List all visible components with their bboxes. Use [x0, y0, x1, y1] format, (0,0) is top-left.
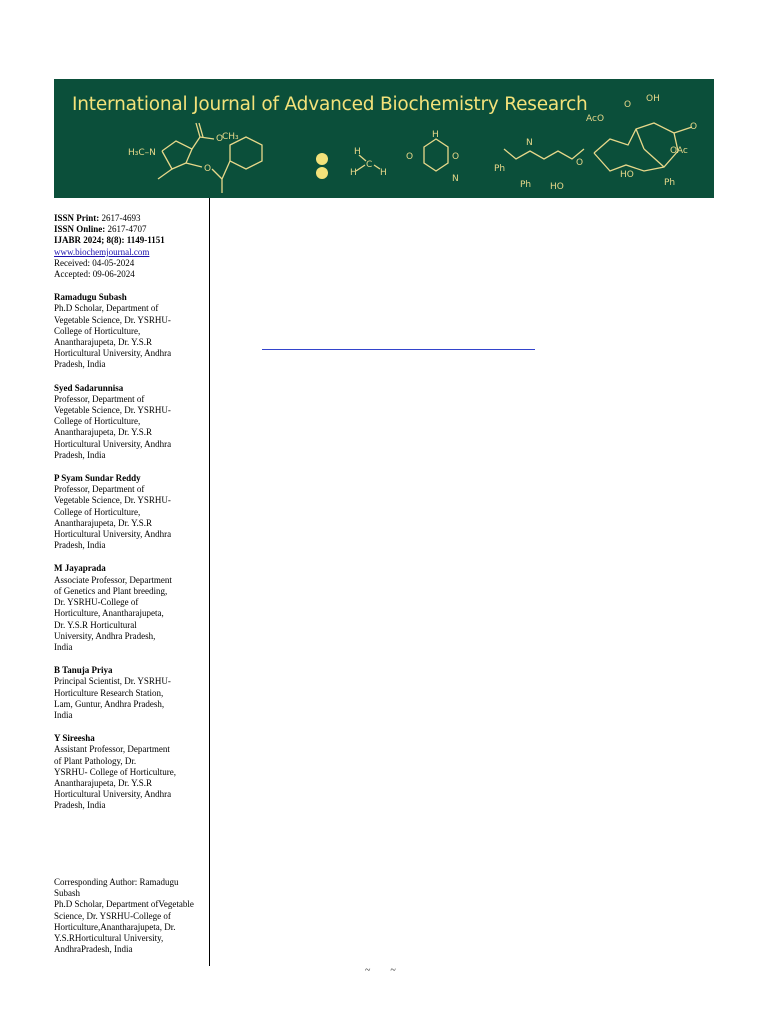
molecule-illustrations	[54, 79, 714, 198]
author-affiliation-line: Horticultural University, Andhra	[54, 789, 172, 800]
svg-text:Ph: Ph	[494, 164, 506, 174]
author-block	[54, 473, 204, 551]
author-affiliation-line: Horticulture, Anantharajupeta,	[54, 608, 164, 619]
author-affiliation-line: of Genetics and Plant breeding,	[54, 585, 168, 596]
corresponding-affiliation-line: Ph.D Scholar, Department of	[54, 899, 159, 910]
corresponding-author-name: Ramadugu Subash	[54, 877, 179, 899]
author-affiliation-line: Lam, Guntur, Andhra Pradesh,	[54, 698, 165, 709]
author-list	[54, 292, 204, 811]
svg-text:Ph: Ph	[520, 180, 532, 190]
author-affiliation-line: India	[54, 641, 73, 652]
journal-website-link[interactable]: www.biochemjournal.com	[54, 246, 150, 257]
svg-text:HO: HO	[550, 182, 564, 192]
corresponding-affiliation-line: College of Horticulture,	[54, 910, 171, 932]
issn-online-row	[54, 224, 204, 235]
corresponding-affiliation-line: Horticultural University, Andhra	[54, 933, 164, 955]
author-affiliation-line: Anantharajupeta, Dr. Y.S.R	[54, 517, 152, 528]
tropane-molecule-icon	[128, 123, 262, 193]
author-affiliation-line: Professor, Department of	[54, 484, 145, 495]
author-affiliation-line: Horticultural University, Andhra	[54, 438, 172, 449]
author-affiliation-line: Dr. YSRHU-College of	[54, 597, 139, 608]
author-name: Y Sireesha	[54, 733, 95, 744]
author-block	[54, 383, 204, 461]
author-affiliation-line: Anantharajupeta, Dr. Y.S.R	[54, 427, 152, 438]
corresponding-affiliation-line: Vegetable Science, Dr. YSRHU-	[54, 899, 194, 921]
journal-title: International Journal of Advanced Biochemistry Research	[72, 94, 588, 115]
uracil-icon	[406, 130, 459, 184]
author-affiliation-line: College of Horticulture,	[54, 416, 141, 427]
svg-text:O: O	[690, 122, 698, 132]
methane-icon	[350, 147, 387, 178]
author-affiliation-line: of Plant Pathology, Dr.	[54, 755, 137, 766]
author-affiliation-line: Pradesh, India	[54, 359, 106, 370]
svg-text:OAc: OAc	[670, 146, 688, 156]
issn-print-row	[54, 213, 204, 224]
author-affiliation-line: Vegetable Science, Dr. YSRHU-	[54, 314, 171, 325]
author-affiliation-line: Associate Professor, Department	[54, 574, 172, 585]
svg-text:HO: HO	[620, 170, 634, 180]
author-block	[54, 292, 204, 370]
author-block	[54, 563, 204, 653]
svg-text:N: N	[452, 174, 459, 184]
issn-print-label: ISSN Print:	[54, 213, 100, 223]
accepted-date: Accepted: 09-06-2024	[54, 269, 135, 280]
corresponding-affiliation-line: Anantharajupeta, Dr. Y.S.R	[54, 921, 176, 944]
author-name: P Syam Sundar Reddy	[54, 473, 141, 484]
issn-online-value: 2617-4707	[107, 224, 147, 235]
author-affiliation-line: Horticultural University, Andhra	[54, 529, 172, 540]
author-affiliation-line: Assistant Professor, Department	[54, 744, 170, 755]
corresponding-author-affiliation	[54, 899, 204, 955]
svg-text:O: O	[204, 164, 212, 174]
author-affiliation-line: Horticulture Research Station,	[54, 687, 164, 698]
svg-text:H: H	[350, 168, 357, 178]
author-affiliation-line: Pradesh, India	[54, 800, 106, 811]
hyperlink-underline[interactable]	[262, 349, 535, 350]
author-affiliation-line: College of Horticulture,	[54, 506, 141, 517]
svg-text:O: O	[216, 134, 224, 144]
author-affiliation-line: Professor, Department of	[54, 393, 145, 404]
journal-banner	[54, 79, 714, 198]
issn-print-value: 2617-4693	[101, 213, 141, 223]
author-affiliation-line: University, Andhra Pradesh,	[54, 630, 156, 641]
received-date: Received: 04-05-2024	[54, 257, 135, 268]
author-affiliation-line: Vegetable Science, Dr. YSRHU-	[54, 405, 171, 416]
author-affiliation-line: Ph.D Scholar, Department of	[54, 303, 159, 314]
author-affiliation-line: India	[54, 709, 73, 720]
svg-text:O: O	[406, 152, 414, 162]
author-affiliation-line: Pradesh, India	[54, 449, 106, 460]
ijabr-citation: IJABR 2024; 8(8): 1149-1151	[54, 235, 165, 246]
author-affiliation-line: Pradesh, India	[54, 540, 106, 551]
author-affiliation-line: Dr. Y.S.R Horticultural	[54, 619, 137, 630]
author-name: Ramadugu Subash	[54, 292, 127, 303]
author-name: M Jayaprada	[54, 563, 106, 574]
svg-text:N: N	[526, 138, 533, 148]
author-affiliation-line: YSRHU- College of Horticulture,	[54, 766, 176, 777]
orbital-icon	[316, 153, 328, 179]
svg-text:CH₃: CH₃	[222, 132, 239, 142]
author-affiliation-line: Vegetable Science, Dr. YSRHU-	[54, 495, 171, 506]
author-affiliation-line: College of Horticulture,	[54, 325, 141, 336]
svg-text:O: O	[576, 158, 584, 168]
author-affiliation-line: Principal Scientist, Dr. YSRHU-	[54, 676, 171, 687]
author-affiliation-line: Anantharajupeta, Dr. Y.S.R	[54, 777, 152, 788]
svg-text:Ph: Ph	[664, 178, 676, 188]
corresponding-affiliation-line: Pradesh, India	[81, 944, 133, 955]
issn-online-label: ISSN Online:	[54, 224, 106, 235]
svg-text:H: H	[432, 130, 439, 140]
column-divider	[209, 198, 210, 966]
svg-text:O: O	[624, 100, 632, 110]
svg-text:H: H	[380, 168, 387, 178]
author-block	[54, 665, 204, 721]
author-affiliation-line: Anantharajupeta, Dr. Y.S.R	[54, 337, 152, 348]
author-affiliation-line: Horticultural University, Andhra	[54, 348, 172, 359]
corresponding-author-label: Corresponding Author:	[54, 877, 138, 887]
svg-text:OH: OH	[646, 94, 660, 104]
corresponding-author-block	[54, 877, 204, 955]
svg-text:H: H	[354, 147, 361, 157]
svg-text:AcO: AcO	[586, 114, 605, 124]
page-footer: ~ ~	[365, 965, 396, 976]
author-name: Syed Sadarunnisa	[54, 382, 124, 393]
svg-text:H₃C–N: H₃C–N	[128, 148, 156, 158]
author-name: B Tanuja Priya	[54, 665, 113, 676]
taxane-core-icon	[586, 94, 697, 188]
article-sidebar	[54, 213, 204, 812]
author-block	[54, 733, 204, 811]
svg-text:C: C	[366, 160, 373, 170]
side-chain-icon	[494, 138, 584, 192]
svg-text:O: O	[452, 152, 460, 162]
